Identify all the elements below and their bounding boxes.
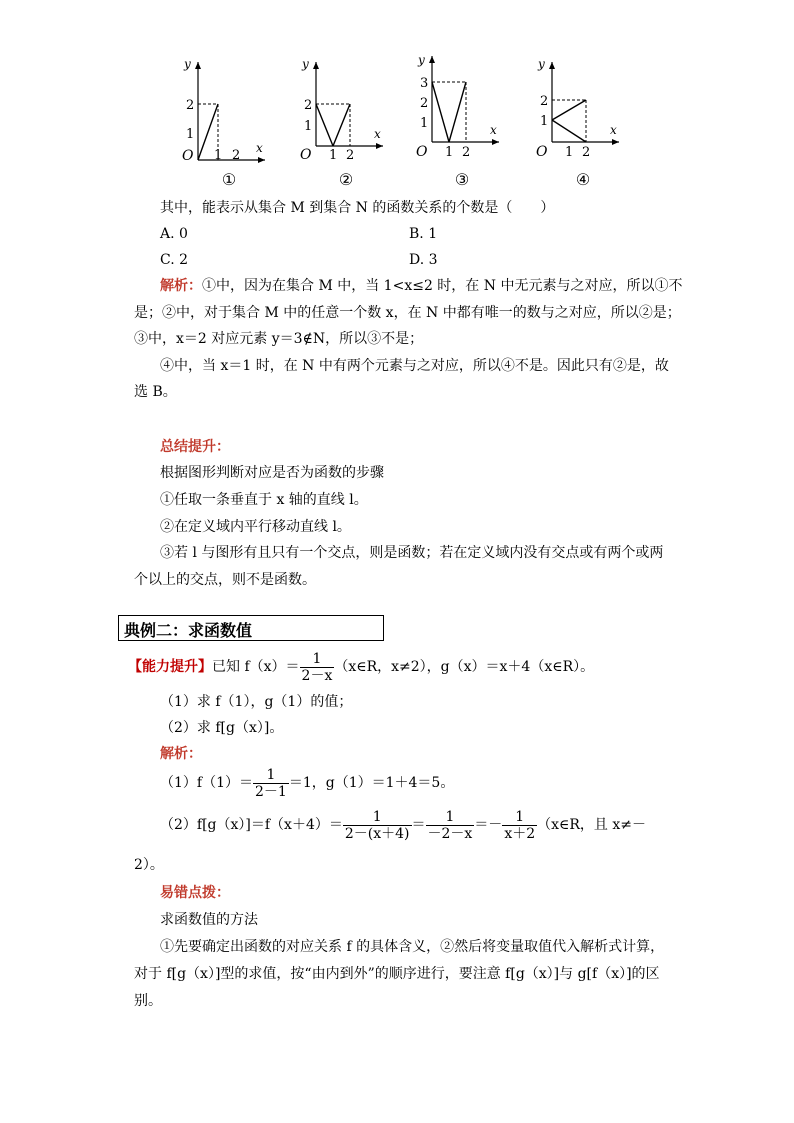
- summary-line-5: 个以上的交点，则不是函数。: [134, 572, 316, 588]
- solution-2-cont: 2）。: [134, 857, 164, 873]
- svg-text:2: 2: [540, 94, 549, 109]
- svg-text:1: 1: [445, 145, 454, 160]
- analysis-line-2: 是；②中，对于集合 M 中的任意一个数 x，在 N 中都有唯一的数与之对应，所以②是；: [134, 305, 681, 321]
- graph-4-label: ④: [575, 170, 591, 189]
- analysis-line-4: ④中，当 x＝1 时，在 N 中有两个元素与之对应，所以④不是。因此只有②是，故: [160, 358, 669, 374]
- graph-3-plot: [404, 52, 504, 167]
- summary-line-2: ①任取一条垂直于 x 轴的直线 l。: [160, 492, 368, 508]
- graph-1-label: ①: [221, 170, 237, 189]
- svg-text:1: 1: [565, 145, 574, 160]
- solution-2-fraction-1: $\frac{1}{2-(x+4)}$: [344, 808, 410, 842]
- svg-text:x: x: [490, 123, 497, 137]
- svg-text:2: 2: [186, 98, 195, 113]
- summary-line-3: ②在定义域内平行移动直线 l。: [160, 519, 351, 535]
- graph-2: [288, 52, 388, 194]
- error-tip-line-1: 求函数值的方法: [160, 912, 258, 928]
- option-a: A. 0: [160, 226, 188, 242]
- analysis-label: 解析：: [160, 278, 202, 294]
- problem-q2: （2）求 f[g（x）]。: [160, 720, 284, 736]
- svg-text:O: O: [300, 147, 312, 163]
- section-title: 典例二：求函数值: [124, 621, 253, 640]
- error-tip-line-3: 对于 f[g（x）]型的求值，按“由内到外”的顺序进行，要注意 f[g（x）]与 g[f（x）]的区: [134, 966, 660, 982]
- problem-fraction: $\frac{1}{2-x}$: [301, 650, 333, 684]
- svg-text:1: 1: [304, 119, 313, 134]
- svg-text:y: y: [538, 57, 545, 71]
- analysis-line-1: 解析：①中，因为在集合 M 中，当 1<x≤2 时，在 N 中无元素与之对应，所以①不: [160, 278, 683, 294]
- graph-4-plot: [524, 52, 624, 167]
- solution-2-fraction-2: $\frac{1}{-2-x}$: [427, 808, 473, 842]
- option-c: C. 2: [160, 252, 189, 268]
- svg-text:1: 1: [214, 148, 223, 163]
- summary-label: 总结提升：: [160, 439, 230, 455]
- svg-text:O: O: [536, 144, 548, 160]
- svg-text:3: 3: [420, 76, 429, 91]
- analysis-line-5: 选 B。: [134, 384, 177, 400]
- graphs-row: [160, 52, 630, 194]
- svg-text:1: 1: [329, 148, 338, 163]
- summary-line-4: ③若 l 与图形有且只有一个交点，则是函数；若在定义域内没有交点或有两个或两: [160, 545, 664, 561]
- svg-text:y: y: [302, 57, 309, 71]
- graph-4: [524, 52, 624, 194]
- svg-text:2: 2: [582, 145, 591, 160]
- option-b: B. 1: [409, 226, 438, 242]
- graph-1-origin: O: [182, 148, 194, 164]
- svg-text:1: 1: [186, 127, 195, 142]
- svg-text:x: x: [374, 127, 381, 141]
- problem-tag: 【能力提升】: [128, 659, 212, 675]
- svg-text:2: 2: [232, 148, 241, 163]
- graph-1-ylabel: y: [184, 57, 191, 71]
- solution-1-fraction: $\frac{1}{2-1}$: [255, 766, 287, 800]
- svg-text:1: 1: [420, 116, 429, 131]
- graph-3-label: ③: [454, 170, 470, 189]
- graph-1-xlabel: x: [256, 141, 263, 155]
- svg-text:x: x: [610, 123, 617, 137]
- question-text: 其中，能表示从集合 M 到集合 N 的函数关系的个数是（ ）: [160, 200, 555, 216]
- svg-text:1: 1: [540, 114, 549, 129]
- solution-1: （1）f（1）＝ $\frac{1}{2-1}$ ＝1，g（1）＝1＋4＝5。: [160, 766, 455, 800]
- option-d: D. 3: [409, 252, 438, 268]
- graph-2-plot: [288, 52, 388, 167]
- error-tip-line-2: ①先要确定出函数的对应关系 f 的具体含义，②然后将变量取值代入解析式计算，: [160, 939, 665, 955]
- error-tip-line-4: 别。: [134, 993, 162, 1009]
- analysis-line-3: ③中，x＝2 对应元素 y＝3∉N，所以③不是；: [134, 331, 424, 347]
- error-tip-label: 易错点拨：: [160, 885, 230, 901]
- problem-q1: （1）求 f（1），g（1）的值；: [160, 694, 353, 710]
- svg-text:2: 2: [420, 96, 429, 111]
- solution-2: （2）f[g（x）]＝f（x＋4）＝ $\frac{1}{2-(x+4)}$ ＝ $\frac{1}{-2-x}$ ＝－ $\frac{1}{x+2}$ （x∈R，且 x≠－: [160, 808, 647, 842]
- solution-label: 解析：: [160, 746, 202, 762]
- svg-text:2: 2: [346, 148, 355, 163]
- svg-text:O: O: [416, 144, 428, 160]
- graph-1: [170, 52, 270, 194]
- summary-line-1: 根据图形判断对应是否为函数的步骤: [160, 465, 384, 481]
- svg-text:2: 2: [304, 98, 313, 113]
- problem-statement: 【能力提升】已知 f（x）＝ $\frac{1}{2-x}$ （x∈R，x≠2），g（x）＝x＋4（x∈R）。: [128, 650, 595, 684]
- graph-3: [404, 52, 504, 194]
- graph-1-plot: [170, 52, 270, 167]
- svg-text:y: y: [418, 53, 425, 67]
- solution-2-fraction-3: $\frac{1}{x+2}$: [504, 808, 536, 842]
- graph-2-label: ②: [338, 170, 354, 189]
- svg-text:2: 2: [462, 145, 471, 160]
